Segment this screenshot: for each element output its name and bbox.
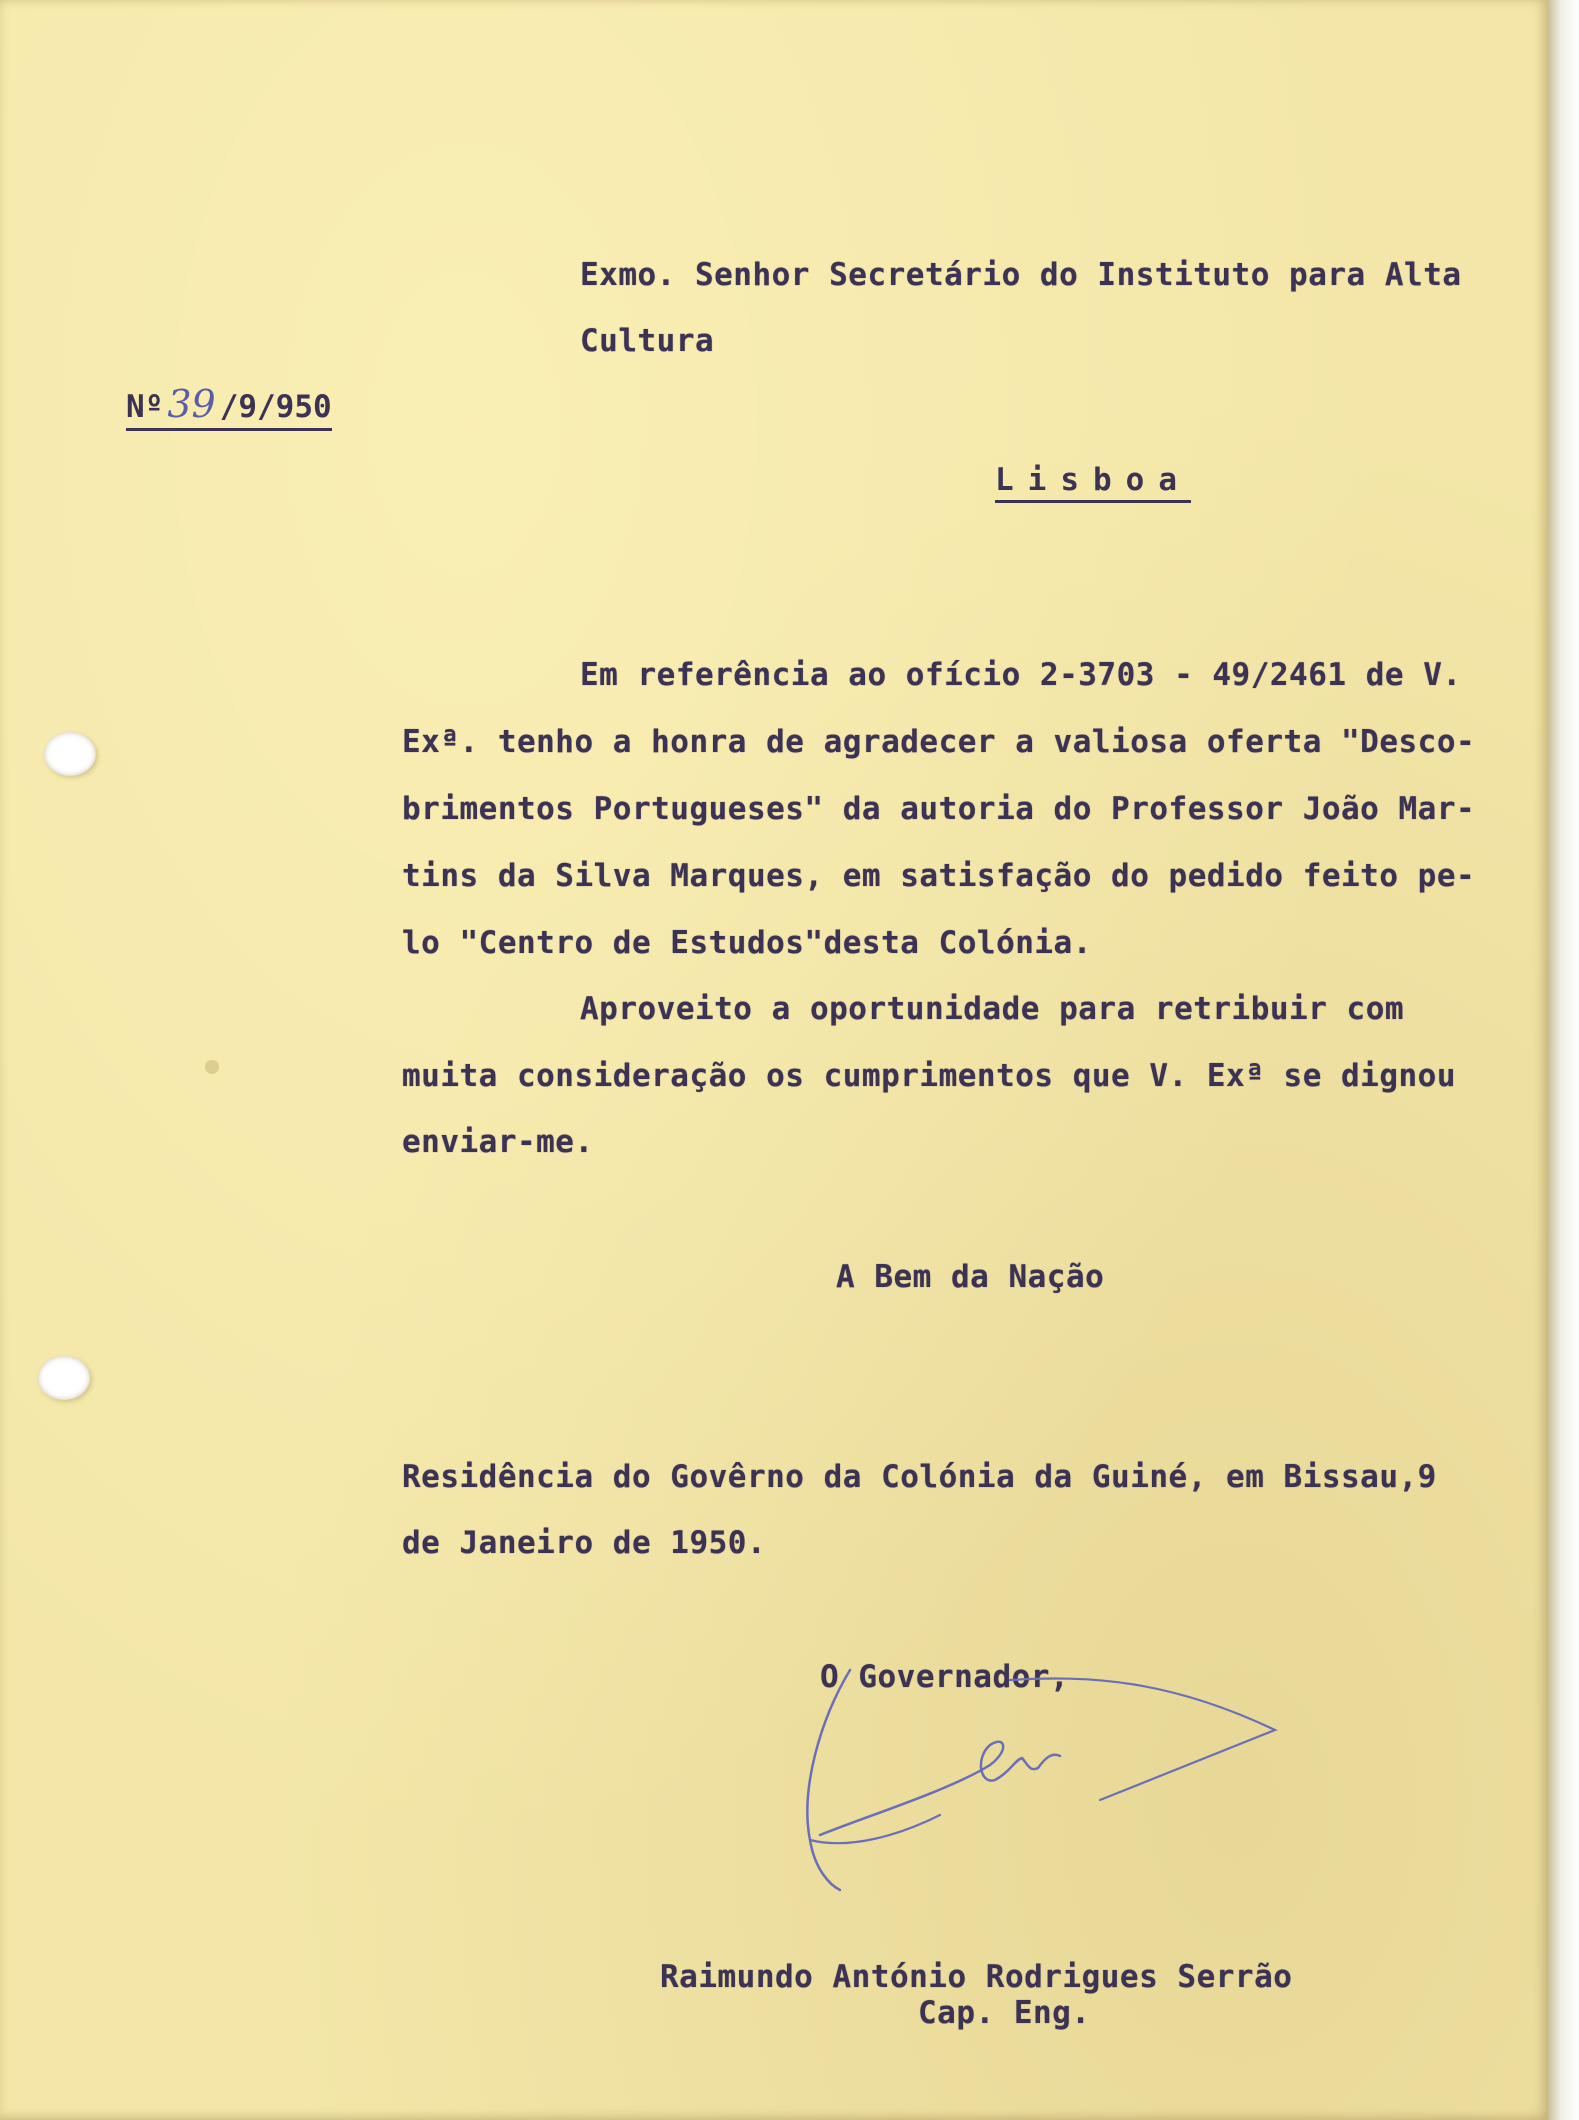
place-date-line-2: de Janeiro de 1950.	[402, 1525, 767, 1561]
body-p2-line-1: Aproveito a oportunidade para retribuir com	[580, 991, 1405, 1027]
body-p1-line-1: Em referência ao ofício 2-3703 - 49/2461 de V.	[580, 657, 1462, 693]
signatory-rank: Cap. Eng.	[918, 1995, 1091, 2031]
handwritten-signature	[790, 1640, 1290, 1900]
city-heading: Lisboa	[995, 462, 1191, 498]
body-p2-line-2: muita consideração os cumprimentos que V. Exª se dignou	[402, 1058, 1456, 1094]
addressee-line-1: Exmo. Senhor Secretário do Instituto para Alta	[580, 257, 1462, 293]
addressee-line-2: Cultura	[580, 323, 715, 359]
reference-number-prefix: Nº	[126, 389, 164, 425]
paper-stain	[205, 1060, 219, 1074]
punch-hole-top	[44, 732, 96, 776]
reference-number-rest: /9/950	[219, 389, 332, 425]
reference-number	[126, 382, 332, 431]
signatory-name: Raimundo António Rodrigues Serrão	[660, 1959, 1293, 1995]
body-p1-line-5: lo "Centro de Estudos"desta Colónia.	[402, 925, 1092, 961]
body-p1-line-3: brimentos Portugueses" da autoria do Professor João Mar-	[402, 791, 1476, 827]
reference-number-handwritten: 39	[167, 382, 216, 426]
body-p2-line-3: enviar-me.	[402, 1124, 594, 1160]
body-p1-line-4: tins da Silva Marques, em satisfação do pedido feito pe-	[402, 858, 1476, 894]
closing-formula: A Bem da Nação	[836, 1259, 1105, 1295]
page-edge	[1548, 0, 1579, 2120]
punch-hole-bottom	[38, 1356, 90, 1400]
body-p1-line-2: Exª. tenho a honra de agradecer a valiosa oferta "Desco-	[402, 724, 1476, 760]
place-date-line-1: Residência do Govêrno da Colónia da Guiné, em Bissau,9	[402, 1459, 1437, 1495]
signatory-title: O Governador,	[820, 1659, 1070, 1695]
